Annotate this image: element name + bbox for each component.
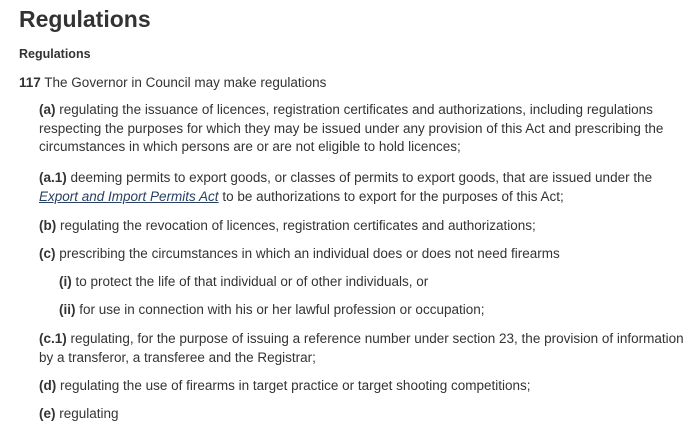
paragraph-label: (a.1) <box>39 170 67 185</box>
subparagraph-ii <box>59 301 689 320</box>
paragraph-text-after: to be authorizations to export for the purposes of this Act; <box>222 188 564 204</box>
paragraph-label: (b) <box>39 218 57 233</box>
paragraph-label: (e) <box>39 406 56 421</box>
paragraph-text: to protect the life of that individual or of other individuals, or <box>75 274 429 289</box>
section-text: The Governor in Council may make regulations <box>44 75 327 90</box>
export-import-permits-act-link[interactable]: Export and Import Permits Act <box>39 188 219 204</box>
paragraph-text: regulating <box>59 406 119 421</box>
section-117 <box>19 74 326 92</box>
paragraph-label: (c) <box>39 246 56 261</box>
paragraph-text: regulating, for the purpose of issuing a reference number under section 23, the provision of information by a transferor, a transferee and the Registrar; <box>39 331 684 365</box>
paragraph-label: (d) <box>39 378 57 393</box>
subparagraph-i <box>59 273 689 292</box>
paragraph-text: for use in connection with his or her lawful profession or occupation; <box>79 302 485 317</box>
paragraph-label: (c.1) <box>39 331 67 346</box>
page-title: Regulations <box>19 6 151 32</box>
paragraph-text-before: deeming permits to export goods, or classes of permits to export goods, that are issued under the <box>70 170 653 185</box>
paragraph-c1 <box>39 330 689 367</box>
paragraph-label: (a) <box>39 102 56 117</box>
paragraph-text: prescribing the circumstances in which an individual does or does not need firearms <box>59 246 560 261</box>
paragraph-text: regulating the issuance of licences, registration certificates and authorizations, including regulations respecting the purposes for which they may be issued under any provision of this Act and prescribing the circumstances in which persons are or are not eligible to hold licences; <box>39 102 664 154</box>
paragraph-b <box>39 217 689 236</box>
paragraph-text: regulating the use of firearms in target practice or target shooting competitions; <box>60 378 531 393</box>
paragraph-c <box>39 245 689 264</box>
section-number: 117 <box>19 75 41 90</box>
paragraph-a <box>39 101 689 157</box>
section-heading: Regulations <box>19 47 91 61</box>
paragraph-d <box>39 377 689 396</box>
paragraph-e <box>39 405 689 424</box>
paragraph-label: (i) <box>59 274 72 289</box>
paragraph-label: (ii) <box>59 302 76 317</box>
paragraph-text: regulating the revocation of licences, registration certificates and authorizations; <box>60 218 536 233</box>
paragraph-a1 <box>39 169 689 206</box>
